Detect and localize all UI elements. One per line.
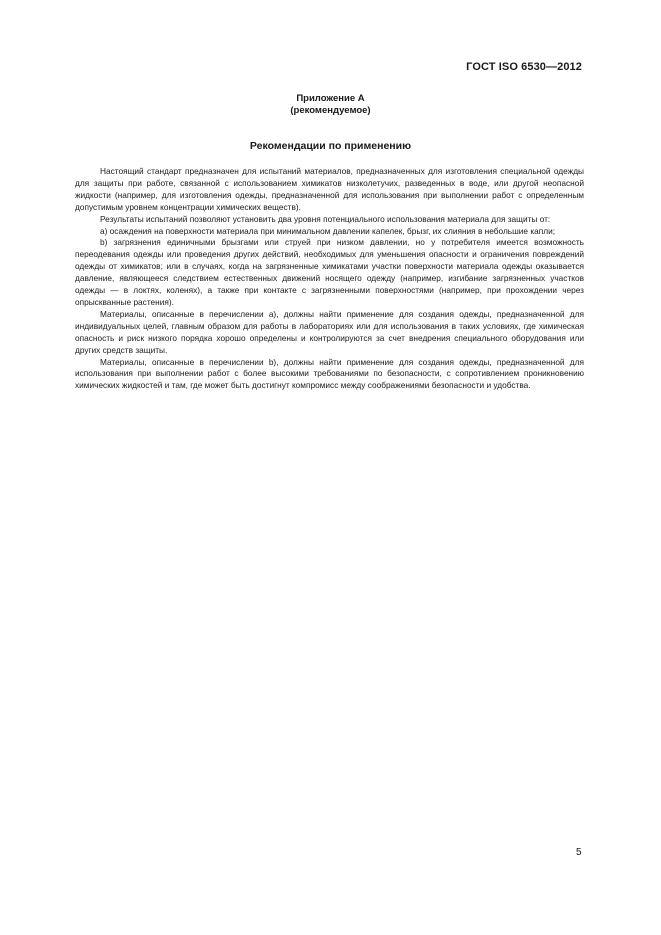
paragraph-materials-a: Материалы, описанные в перечислении а), должны найти применение для создания одежды, предназначенной для индивидуальных целей, главным образом для работы в лабораториях или для использования в таких условиях, где химическая опасность и риск низкого порядка хорошо определены и контролируются за счет внедрения специального оборудования или других средств защиты. — [75, 308, 584, 355]
annex-heading — [0, 93, 661, 117]
list-item-a: a) осаждения на поверхности материала при минимальном давлении капелек, брызг, их слияния в небольшие капли; — [100, 225, 556, 236]
document-number: ГОСТ ISO 6530—2012 — [466, 61, 582, 73]
list-item-b: b) загрязнения единичными брызгами или струей при низком давлении, но у потребителя имеется возможность переодевания одежды или проведения других действий, необходимых для уменьшения опасности и ограничения повреждений одежды от химикатов; или в случаях, когда на загрязненные химикатами участки поверхности материала одежды оказывается давление, являющееся следствием естественных движений носящего одежду (например, изгибание загрязненных участков одежды — в локтях, коленях), а также при контакте с загрязненными поверхностями (например, при прохождении через опрыскванные растения). — [75, 237, 584, 307]
annex-title: Приложение А — [296, 93, 365, 104]
annex-status: (рекомендуемое) — [290, 105, 371, 116]
paragraph-materials-b: Материалы, описанные в перечислении b), должны найти применение для создания одежды, предназначенной для использования при выполнении работ с более высокими требованиями по безопасности, с сопротивлением проникновению химических жидкостей и там, где может быть достигнут компромисс между соображениями безопасности и удобства. — [75, 356, 584, 391]
body-text — [75, 166, 584, 392]
page-number: 5 — [576, 847, 582, 858]
paragraph-results: Результаты испытаний позволяют установить два уровня потенциального использования материала для защиты от: — [100, 213, 551, 224]
paragraph-intro: Настоящий стандарт предназначен для испытаний материалов, предназначенных для изготовления специальной одежды для защиты при работе, связанной с использованием химикатов низколетучих, разведенных в воде, или другой неопасной жидкости (например, для изготовления одежды, предназначенной для использования при выполнении работ с определенным допустимым уровнем концентрации химических веществ). — [75, 166, 584, 212]
section-title: Рекомендации по применению — [249, 140, 412, 152]
